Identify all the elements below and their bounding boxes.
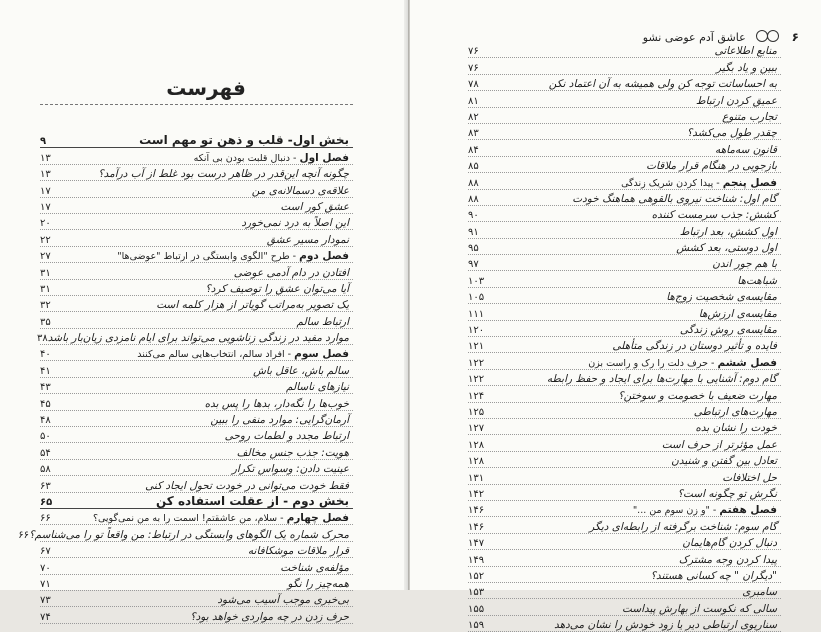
toc-entry-label: محرک شماره یک الگوهای وابستگی در ارتباط: من واقعاً تو را می‌شناسم؟ — [29, 528, 349, 541]
toc-chapter-title: - "و زن سوم من ..." — [632, 505, 720, 517]
toc-page-number: ۲۷ — [40, 251, 51, 263]
toc-entry-label: به احساساتت توجه کن ولی همیشه به آن اعتماد نکن — [548, 78, 777, 91]
toc-chapter-label — [502, 504, 781, 516]
toc-entry-label: عینیت دادن: وسواس تکرار — [231, 463, 349, 476]
toc-entry-label: بخش اول- قلب و ذهن تو مهم است — [139, 133, 349, 148]
toc-page-number: ۸۴ — [468, 144, 479, 156]
toc-entry-label: موارد مفید در زندگی زناشویی می‌تواند برای ایام نامزدی زیان‌بار باشد — [47, 332, 349, 345]
toc-chapter-row — [468, 173, 781, 189]
toc-page-number: ۱۲۸ — [468, 456, 485, 468]
toc-page-number: ۷۸ — [468, 79, 479, 91]
toc-entry-label: عمیق کردن ارتباط — [695, 94, 777, 107]
toc-page-number: ۸۳ — [468, 128, 479, 140]
toc-row — [468, 337, 781, 353]
toc-page-number: ۶۶ — [40, 513, 51, 525]
toc-row — [468, 452, 781, 468]
toc-row — [40, 214, 353, 230]
toc-row — [468, 140, 781, 156]
toc-row — [40, 542, 353, 558]
toc-page-number: ۷۶ — [468, 46, 479, 58]
toc-page-number: ۴۳ — [40, 382, 51, 394]
toc-page-number: ۵۴ — [40, 447, 51, 459]
toc-chapter-title: - دنبال قلبت بودن بی آنکه — [193, 152, 300, 164]
toc-entry-label: هویت: جذب جنس مخالف — [236, 446, 349, 459]
toc-page-number: ۱۵۵ — [468, 603, 485, 615]
toc-row — [468, 190, 781, 206]
toc-entry-label: بخش دوم - از عقلت استفاده کن — [155, 493, 349, 508]
toc-chapter-label — [74, 348, 353, 360]
toc-row — [40, 181, 353, 197]
toc-page-number: ۱۱۱ — [468, 308, 485, 320]
toc-chapter-title: - سلام، من عاشقتم! اسمت را به من نمی‌گویی؟ — [92, 513, 287, 525]
toc-page-number: ۴۸ — [40, 415, 51, 427]
toc-entry-label: قانون سه‌ماهه — [714, 143, 777, 156]
toc-page-number: ۳۵ — [40, 316, 51, 328]
toc-row — [468, 386, 781, 402]
toc-row — [468, 222, 781, 238]
toc-page-number: ۴۰ — [40, 349, 51, 361]
toc-entry-label: بازجویی در هنگام قرار ملاقات — [646, 160, 777, 173]
toc-page-number: ۱۷ — [40, 201, 51, 213]
toc-page-number: ۱۲۲ — [468, 374, 485, 386]
toc-page-number: ۸۸ — [468, 177, 479, 189]
toc-page-number: ۸۸ — [468, 193, 479, 205]
toc-chapter-head: فصل پنجم — [722, 176, 777, 189]
toc-chapter-head: فصل دوم — [299, 250, 349, 263]
toc-chapter-row — [40, 247, 353, 263]
toc-row — [468, 58, 781, 74]
toc-page-number: ۶۷ — [40, 546, 51, 558]
toc-row — [40, 263, 353, 279]
toc-row — [40, 361, 353, 377]
right-page — [410, 0, 821, 632]
toc-part-row — [40, 493, 353, 509]
toc-row — [40, 591, 353, 607]
toc-page-number: ۷۳ — [40, 595, 51, 607]
toc-row — [40, 394, 353, 410]
toc-row — [468, 255, 781, 271]
toc-entry-label: فایده و تأثیر دوستان در زندگی متأهلی — [612, 340, 777, 353]
toc-page-number: ۴۱ — [40, 365, 51, 377]
toc-chapter-head: فصل سوم — [294, 348, 349, 361]
toc-row — [468, 534, 781, 550]
toc-page-number: ۹۷ — [468, 259, 479, 271]
toc-row — [40, 558, 353, 574]
toc-row — [40, 427, 353, 443]
toc-entry-label: تجارب متنوع — [722, 110, 777, 123]
toc-chapter-label — [74, 250, 353, 262]
toc-entry-label: "دیگران " چه کسانی هستند؟ — [650, 569, 777, 582]
toc-page-number: ۸۱ — [468, 95, 479, 107]
toc-page-number: ۱۵۹ — [468, 620, 485, 632]
toc-row — [468, 419, 781, 435]
toc-row — [468, 108, 781, 124]
toc-row — [40, 198, 353, 214]
toc-row — [468, 468, 781, 484]
toc-page-number: ۴۵ — [40, 398, 51, 410]
toc-page-number: ۱۴۹ — [468, 554, 485, 566]
toc-entry-label: مؤلفه‌ی شناخت — [280, 561, 349, 574]
toc-page-number: ۱۵۳ — [468, 587, 485, 599]
toc-row — [468, 583, 781, 599]
toc-row — [468, 321, 781, 337]
toc-entry-label: مهارت ضعیف با خصومت و سوختن؟ — [618, 389, 777, 402]
toc-entry-label: فقط خودت می‌توانی در خودت تحول ایجاد کنی — [145, 479, 349, 492]
toc-page-number: ۵۸ — [40, 464, 51, 476]
toc-entry-label: مقایسه‌ی ارزش‌ها — [698, 307, 777, 320]
toc-entry-label: تعادل بین گفتن و شنیدن — [671, 455, 777, 468]
toc-page-number: ۹ — [40, 136, 47, 148]
toc-page-number: ۹۱ — [468, 226, 479, 238]
toc-row — [468, 304, 781, 320]
toc-page-number: ۱۳ — [40, 169, 51, 181]
toc-chapter-title: - طرح "الگوی وابستگی در ارتباط "عوضی‌ها" — [117, 251, 300, 263]
toc-page-number: ۱۵۲ — [468, 570, 485, 582]
toc-page-number: ۲۲ — [40, 234, 51, 246]
toc-entry-label: با هم جور اندن — [712, 258, 777, 271]
toc-entry-label: گام سوم: شناخت برگرفته از رابطه‌ای دیگر — [589, 520, 777, 533]
toc-page-number: ۷۱ — [40, 578, 51, 590]
toc-entry-label: شباهت‌ها — [737, 274, 777, 287]
toc-row — [40, 230, 353, 246]
toc-row — [468, 288, 781, 304]
toc-entry-label: مقایسه‌ی شخصیت زوج‌ها — [666, 291, 777, 304]
toc-chapter-head: فصل چهارم — [286, 512, 349, 525]
toc-page-number: ۱۴۷ — [468, 538, 485, 550]
toc-entry-label: کشش: جذب سرمست کننده — [651, 209, 777, 222]
toc-entry-label: علاقه‌ی دسمالانه‌ی من — [251, 184, 349, 197]
toc-entry-label: حل اختلافات — [722, 471, 777, 484]
toc-page-number: ۹۰ — [468, 210, 479, 222]
toc-chapter-head: فصل اول — [299, 151, 349, 164]
toc-entry-label: سالی که نکوست از بهارش پیداست — [622, 602, 777, 615]
toc-row — [40, 443, 353, 459]
toc-page-number: ۱۴۲ — [468, 488, 485, 500]
toc-entry-label: پیدا کردن وجه مشترک — [678, 553, 777, 566]
toc-row — [468, 435, 781, 451]
toc-row — [468, 567, 781, 583]
toc-entry-label: یک تصویر به‌مراتب گویاتر از هزار کلمه است — [156, 299, 349, 312]
toc-page-number: ۱۳۱ — [468, 472, 485, 484]
toc-page-number: ۱۲۸ — [468, 439, 485, 451]
toc-entry-label: گام اول: شناخت نیروی بالقوهی هماهنگ خودت — [572, 192, 777, 205]
toc-row — [468, 370, 781, 386]
toc-row — [468, 91, 781, 107]
toc-list-left — [18, 132, 353, 624]
toc-page-number: ۷۰ — [40, 562, 51, 574]
toc-entry-label: گام دوم: آشنایی با مهارت‌ها برای ایجاد و حفظ رابطه — [546, 373, 777, 386]
toc-entry-label: چقدر طول می‌کشد؟ — [686, 127, 777, 140]
toc-entry-label: آیا می‌توان عشق را توصیف کرد؟ — [205, 282, 349, 295]
toc-entry-label: عشق کور است — [280, 200, 349, 213]
toc-chapter-label — [502, 357, 781, 369]
toc-entry-label: قرار ملاقات موشکافانه — [247, 545, 349, 558]
toc-page-number: ۵۰ — [40, 431, 51, 443]
toc-entry-label: نیازهای ناسالم — [286, 381, 349, 394]
toc-row — [40, 476, 353, 492]
toc-page-number: ۱۴۶ — [468, 505, 485, 517]
toc-page-number: ۸۵ — [468, 161, 479, 173]
toc-page-number: ۳۱ — [40, 283, 51, 295]
toc-entry-label: مهارت‌های ارتباطی — [693, 405, 777, 418]
toc-row — [40, 280, 353, 296]
toc-chapter-head: فصل هفتم — [719, 504, 777, 517]
toc-page-number: ۸۲ — [468, 111, 479, 123]
toc-row — [468, 517, 781, 533]
toc-row — [37, 329, 353, 345]
toc-page-number: ۳۲ — [40, 300, 51, 312]
toc-page-number: ۳۱ — [40, 267, 51, 279]
toc-entry-label: حرف زدن در چه مواردی خواهد بود؟ — [190, 610, 349, 623]
toc-chapter-row — [40, 148, 353, 164]
toc-entry-label: سناریوی ارتباطی دیر یا زود خودش را نشان می‌دهد — [554, 619, 777, 632]
toc-page-number: ۱۰۵ — [468, 292, 485, 304]
toc-chapter-head: فصل ششم — [717, 356, 777, 369]
toc-row — [468, 239, 781, 255]
toc-chapter-row — [468, 353, 781, 369]
toc-row — [40, 460, 353, 476]
toc-entry-label: این اصلاً به درد نمی‌خورد — [241, 217, 349, 230]
toc-entry-label: عمل مؤثرتر از حرف است — [661, 438, 777, 451]
toc-entry-label: نمودار مسیر عشق — [266, 233, 349, 246]
header-page-number: ۶ — [791, 30, 799, 44]
toc-row — [468, 206, 781, 222]
toc-entry-label: اول کشش، بعد ارتباط — [679, 225, 777, 238]
toc-chapter-title: - افراد سالم، انتخاب‌هایی سالم می‌کنند — [137, 349, 295, 361]
toc-chapter-row — [40, 345, 353, 361]
toc-chapter-row — [468, 501, 781, 517]
toc-page-number: ۱۲۰ — [468, 325, 485, 337]
toc-page-number: ۱۲۷ — [468, 423, 485, 435]
toc-row — [40, 575, 353, 591]
toc-part-row — [40, 132, 353, 148]
toc-row — [468, 485, 781, 501]
toc-page-number: ۷۴ — [40, 611, 51, 623]
toc-row — [40, 607, 353, 623]
toc-row — [18, 525, 353, 541]
toc-row — [40, 296, 353, 312]
toc-chapter-label — [502, 177, 781, 189]
toc-chapter-row — [40, 509, 353, 525]
toc-page-number: ۱۷ — [40, 185, 51, 197]
toc-entry-label: سالم باش، عاقل باش — [253, 364, 349, 377]
toc-entry-label: مقایسه‌ی روش زندگی — [679, 324, 777, 337]
toc-page-number: ۱۲۲ — [468, 357, 485, 369]
toc-page-number: ۲۰ — [40, 218, 51, 230]
toc-row — [40, 165, 353, 181]
toc-row — [40, 378, 353, 394]
toc-entry-label: خودت را نشان بده — [695, 422, 777, 435]
toc-chapter-title: - پیدا کردن شریک زندگی — [621, 177, 723, 189]
toc-entry-label: افتادن در دام آدمی عوضی — [233, 266, 349, 279]
toc-page-number: ۹۵ — [468, 243, 479, 255]
toc-entry-label: دنبال کردن گام‌هایمان — [682, 537, 777, 550]
toc-entry-label: اول دوستی، بعد کشش — [676, 242, 777, 255]
toc-row — [468, 75, 781, 91]
toc-row — [468, 403, 781, 419]
toc-row — [40, 411, 353, 427]
toc-page-number: ۶۳ — [40, 480, 51, 492]
toc-row — [468, 42, 781, 58]
toc-entry-label: همه‌چیز را نگو — [287, 577, 349, 590]
toc-page-number: ۱۲۵ — [468, 406, 485, 418]
toc-entry-label: بی‌خبری موجب آسیب می‌شود — [217, 594, 349, 607]
toc-page-number: ۱۳ — [40, 152, 51, 164]
toc-page-number: ۱۲۴ — [468, 390, 485, 402]
toc-entry-label: خوب‌ها را نگه‌دار، بدها را پس بده — [204, 397, 349, 410]
toc-list-right — [468, 42, 781, 632]
toc-chapter-title: - حرف دلت را رک و راست بزن — [588, 357, 718, 369]
toc-page-number: ۶۵ — [40, 496, 53, 508]
toc-row — [468, 550, 781, 566]
toc-title: فهرست — [166, 76, 246, 100]
toc-row — [468, 157, 781, 173]
left-page — [0, 0, 409, 623]
toc-row — [468, 616, 781, 632]
toc-entry-label: نگرش تو چگونه است؟ — [677, 487, 777, 500]
toc-entry-label: ارتباط مجدد و لطمات روحی — [224, 430, 349, 443]
toc-row — [468, 124, 781, 140]
title-divider — [40, 104, 353, 105]
toc-entry-label: چگونه آنچه این‌قدر در ظاهر درست بود غلط از آب درآمد؟ — [98, 168, 349, 181]
toc-chapter-label — [74, 512, 353, 524]
toc-page-number: ۳۸ — [37, 333, 48, 345]
toc-entry-label: ارتباط سالم — [296, 315, 349, 328]
toc-row — [468, 271, 781, 287]
toc-page-number: ۱۲۱ — [468, 341, 485, 353]
toc-row — [40, 312, 353, 328]
toc-entry-label: منابع اطلاعاتی — [714, 45, 777, 58]
toc-row — [468, 599, 781, 615]
toc-entry-label: آرمان‌گرایی: موارد منفی را ببین — [210, 414, 349, 427]
header-book-title: عاشق آدم عوضی نشو — [642, 30, 746, 44]
toc-chapter-label — [74, 152, 353, 164]
toc-page-number: ۱۴۶ — [468, 521, 485, 533]
toc-entry-label: ببین و یاد بگیر — [716, 61, 777, 74]
toc-page-number: ۱۰۳ — [468, 275, 485, 287]
toc-page-number: ۶۶ — [18, 529, 30, 541]
toc-entry-label: سامبری — [742, 586, 777, 599]
toc-page-number: ۷۶ — [468, 62, 479, 74]
